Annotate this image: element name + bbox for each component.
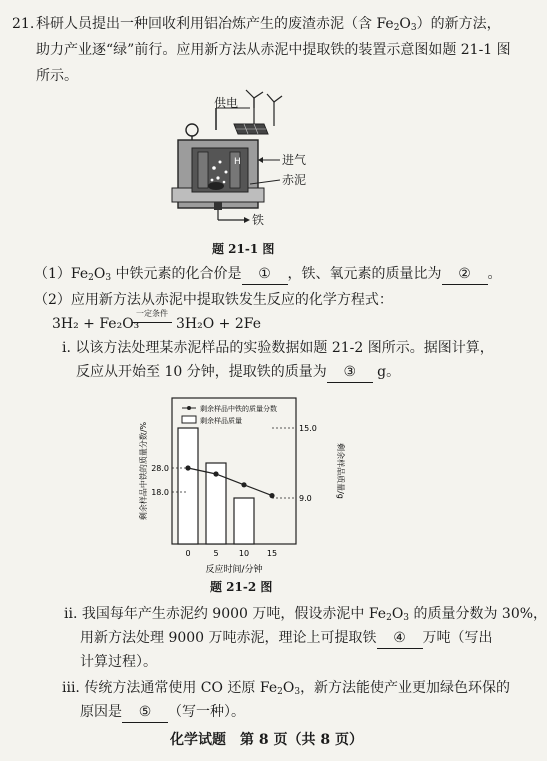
right-tick-label: 9.0 [299,494,312,503]
part-ii-line-1: ii. 我国每年产生赤泥约 9000 万吨，假设赤泥中 $Fe_2O_3$ 的质量分数为 30%， [64,606,547,623]
point-iron-fraction [269,493,274,498]
part-iii-line-2: 原因是 ⑤ （写一种）。 [80,702,245,723]
label-power: 供电 [214,96,239,110]
point-iron-fraction [185,465,190,470]
x-axis-label: 反应时间/分钟 [205,565,263,575]
part-1-question: $(1)Fe_2O_3$ 中铁元素的化合价是 ① ，铁、氧元素的质量比为 ② 。 [34,266,502,283]
equation-arrow-line [132,322,172,323]
answer-blank-1[interactable]: ① [242,264,288,285]
chart-plot-area [138,398,346,575]
figure-21-2-chart [124,386,364,576]
equation-right: 3H₂O + 2Fe [176,316,261,332]
label-iron: 铁 [252,213,265,227]
equation-left: 3H₂ + Fe₂O₃ [52,316,140,332]
legend-point-marker [187,406,191,410]
x-tick-label: 5 [213,549,219,558]
figure-21-2-caption: 题 21-2 图 [210,580,273,594]
point-iron-fraction [241,482,246,487]
x-tick-label: 0 [185,549,191,558]
label-red-mud: 赤泥 [282,173,307,187]
part-ii-line-2: 用新方法处理 9000 万吨赤泥，理论上可提取铁 ④ 万吨（写出 [80,628,493,649]
part-i-line-1: i. 以该方法处理某赤泥样品的实验数据如题 21-2 图所示。据图计算， [62,340,494,356]
part-i-line-2: 反应从开始至 10 分钟，提取铁的质量为 ③ g。 [76,362,400,383]
part-ii-line-3: 计算过程）。 [80,654,157,670]
x-tick-label: 15 [266,549,278,558]
right-tick-label: 15.0 [299,424,317,433]
part-iii-line-1: iii. 传统方法通常使用 CO 还原 $Fe_2O_3$，新方法能使产业更加绿色环保的 [62,680,511,697]
left-tick-label: 28.0 [151,464,169,473]
solar-panel-icon [234,124,268,134]
label-gas-in: 进气 [282,153,307,167]
question-number: 21. [12,16,35,32]
legend-bar-marker [182,416,196,423]
bar-remaining-mass [178,428,198,544]
answer-blank-5[interactable]: ⑤ [122,702,168,723]
wind-turbine-icon [246,90,282,126]
answer-blank-3[interactable]: ③ [327,362,373,383]
legend-label-bar: 剩余样品质量 [200,417,242,425]
left-tick-label: 18.0 [151,488,169,497]
line-iron-fraction [188,468,272,496]
intro-line-3: 所示。 [36,68,78,84]
intro-line-2: 助力产业逐“绿”前行。应用新方法从赤泥中提取铁的装置示意图如题 21-1 图 [36,42,511,58]
figure-21-1-caption: 题 21-1 图 [212,242,275,256]
page-footer: 化学试题 第 8 页（共 8 页） [170,732,363,748]
equation-condition: 一定条件 [136,309,168,318]
answer-blank-2[interactable]: ② [442,264,488,285]
part-2-question: （2）应用新方法从赤泥中提取铁发生反应的化学方程式： [34,292,393,308]
right-axis-label: 剩余样品质量/g [336,443,345,499]
answer-blank-4[interactable]: ④ [377,628,423,649]
bar-remaining-mass [234,498,254,544]
intro-line-1: 科研人员提出一种回收利用铝冶炼产生的废渣赤泥（含 $Fe_2O_3$）的新方法， [36,16,501,33]
svg-text:H: H [234,157,241,167]
point-iron-fraction [213,471,218,476]
legend-label-line: 剩余样品中铁的质量分数 [200,405,277,413]
left-axis-label: 剩余样品中铁的质量分数/% [139,421,148,521]
x-tick-label: 10 [238,549,250,558]
